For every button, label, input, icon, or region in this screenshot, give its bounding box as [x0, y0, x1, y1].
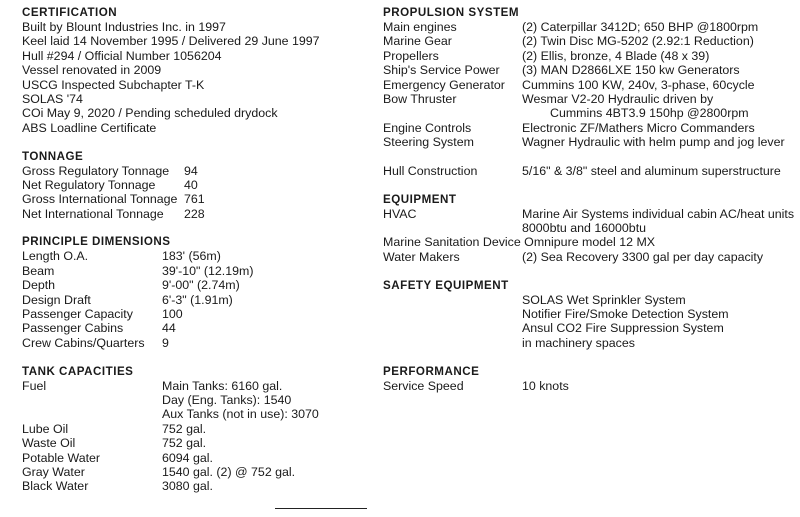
safety-line: in machinery spaces — [522, 335, 635, 350]
dimension-value: 39'-10" (12.19m) — [162, 263, 254, 278]
spacer — [383, 350, 793, 364]
propulsion-label: Engine Controls — [383, 120, 472, 135]
dimension-value: 183' (56m) — [162, 249, 221, 264]
tonnage-label: Gross Regulatory Tonnage — [22, 163, 170, 178]
dimension-row — [22, 278, 372, 292]
dimensions-table — [22, 249, 372, 350]
hull-row — [383, 164, 793, 178]
propulsion-label: Ship's Service Power — [383, 63, 500, 78]
hull-label: Hull Construction — [383, 163, 478, 178]
safety-line: SOLAS Wet Sprinkler System — [522, 292, 686, 307]
fuel-value: Main Tanks: 6160 gal. — [162, 378, 283, 393]
tanks-heading: TANK CAPACITIES — [22, 364, 134, 378]
tonnage-value: 761 — [184, 192, 205, 207]
tank-value: 752 gal. — [162, 436, 207, 451]
propulsion-label: Main engines — [383, 20, 457, 34]
hull-value: 5/16" & 3/8" steel and aluminum superstructure — [522, 163, 781, 178]
tank-label: Gray Water — [22, 464, 85, 479]
certification-line: SOLAS '74 — [22, 91, 83, 106]
tonnage-table — [22, 164, 372, 222]
tank-row — [22, 422, 372, 436]
spacer — [22, 350, 372, 364]
tank-value: 6094 gal. — [162, 450, 213, 465]
dimension-label: Passenger Cabins — [22, 321, 124, 336]
hvac-row — [383, 207, 793, 221]
propulsion-value: (3) MAN D2866LXE 150 kw Generators — [522, 63, 740, 78]
tonnage-label: Net International Tonnage — [22, 206, 164, 221]
tank-label: Potable Water — [22, 450, 101, 465]
tanks-table — [22, 379, 372, 494]
dimension-label: Crew Cabins/Quarters — [22, 335, 145, 350]
tonnage-label: Gross International Tonnage — [22, 192, 178, 207]
tank-value: 752 gal. — [162, 421, 207, 436]
propulsion-row — [383, 92, 793, 106]
right-column — [383, 6, 793, 393]
certification-line: Vessel renovated in 2009 — [22, 63, 162, 78]
dimension-value: 6'-3" (1.91m) — [162, 292, 233, 307]
certification-line: Keel laid 14 November 1995 / Delivered 29 June 1997 — [22, 34, 320, 49]
propulsion-row — [383, 63, 793, 77]
dimension-label: Beam — [22, 263, 55, 278]
certification-list — [22, 20, 372, 135]
propulsion-row — [383, 49, 793, 63]
propulsion-value: (2) Ellis, bronze, 4 Blade (48 x 39) — [522, 48, 710, 63]
equipment-heading: EQUIPMENT — [383, 192, 457, 206]
propulsion-value: Electronic ZF/Mathers Micro Commanders — [522, 120, 755, 135]
tonnage-row — [22, 178, 372, 192]
propulsion-row — [383, 121, 793, 135]
tonnage-row — [22, 192, 372, 206]
tonnage-value: 40 — [184, 177, 198, 192]
propulsion-label: Steering System — [383, 135, 474, 150]
water-makers-value: (2) Sea Recovery 3300 gal per day capacity — [522, 249, 764, 264]
performance-heading: PERFORMANCE — [383, 364, 480, 378]
service-speed-value: 10 knots — [522, 378, 569, 393]
dimensions-heading: PRINCIPLE DIMENSIONS — [22, 235, 171, 249]
tonnage-row — [22, 207, 372, 221]
tonnage-label: Net Regulatory Tonnage — [22, 177, 156, 192]
water-makers-row — [383, 250, 793, 264]
spacer — [383, 150, 793, 164]
propulsion-table — [383, 20, 793, 178]
tank-row — [22, 436, 372, 450]
dimension-row — [22, 307, 372, 321]
hvac-value-cont: 8000btu and 16000btu — [522, 221, 647, 236]
fuel-label: Fuel — [22, 378, 47, 393]
dimension-label: Design Draft — [22, 292, 91, 307]
propulsion-value: Cummins 100 KW, 240v, 3-phase, 60cycle — [522, 77, 755, 92]
footer-rule — [275, 508, 367, 509]
propulsion-value: (2) Caterpillar 3412D; 650 BHP @1800rpm — [522, 20, 759, 34]
certification-line: ABS Loadline Certificate — [22, 120, 157, 135]
fuel-value: Day (Eng. Tanks): 1540 — [162, 392, 292, 407]
spacer — [383, 264, 793, 278]
spacer — [22, 135, 372, 149]
dimension-value: 100 — [162, 307, 183, 322]
spacer — [22, 221, 372, 235]
hvac-value: Marine Air Systems individual cabin AC/heat units — [522, 206, 795, 221]
propulsion-row — [383, 34, 793, 48]
fuel-row — [22, 379, 372, 393]
certification-heading: CERTIFICATION — [22, 6, 118, 19]
water-makers-label: Water Makers — [383, 249, 460, 264]
hvac-label: HVAC — [383, 206, 417, 221]
propulsion-row — [383, 135, 793, 149]
performance-row — [383, 379, 793, 393]
fuel-value: Aux Tanks (not in use): 3070 — [162, 407, 319, 422]
spacer — [383, 178, 793, 192]
dimension-row — [22, 293, 372, 307]
dimension-value: 9 — [162, 335, 169, 350]
certification-line: USCG Inspected Subchapter T-K — [22, 77, 205, 92]
propulsion-label: Marine Gear — [383, 34, 452, 49]
certification-line: Built by Blount Industries Inc. in 1997 — [22, 20, 226, 34]
tank-row — [22, 479, 372, 493]
propulsion-heading: PROPULSION SYSTEM — [383, 6, 520, 19]
safety-line: Notifier Fire/Smoke Detection System — [522, 307, 729, 322]
dimension-value: 44 — [162, 321, 176, 336]
safety-line: Ansul CO2 Fire Suppression System — [522, 321, 724, 336]
dimension-row — [22, 249, 372, 263]
propulsion-row — [383, 20, 793, 34]
propulsion-value: (2) Twin Disc MG-5202 (2.92:1 Reduction) — [522, 34, 754, 49]
dimension-row — [22, 336, 372, 350]
bow-thruster-cont: Cummins 4BT3.9 150hp @2800rpm — [550, 106, 749, 121]
tank-row — [22, 451, 372, 465]
tank-label: Waste Oil — [22, 436, 76, 451]
dimension-row — [22, 264, 372, 278]
certification-line: COi May 9, 2020 / Pending scheduled drydock — [22, 106, 278, 121]
propulsion-value: Wagner Hydraulic with helm pump and jog lever — [522, 135, 785, 150]
safety-list — [383, 293, 793, 351]
equipment-table — [383, 207, 793, 265]
dimension-label: Depth — [22, 278, 56, 293]
tank-label: Black Water — [22, 479, 89, 494]
left-column — [22, 6, 372, 494]
propulsion-label: Bow Thruster — [383, 91, 457, 106]
propulsion-label: Propellers — [383, 48, 439, 63]
tank-value: 3080 gal. — [162, 479, 213, 494]
propulsion-row — [383, 78, 793, 92]
tank-value: 1540 gal. (2) @ 752 gal. — [162, 464, 296, 479]
sanitation-line: Marine Sanitation Device Omnipure model 12 MX — [383, 235, 656, 250]
tonnage-heading: TONNAGE — [22, 149, 84, 163]
dimension-label: Passenger Capacity — [22, 307, 133, 322]
certification-line: Hull #294 / Official Number 1056204 — [22, 48, 222, 63]
safety-heading: SAFETY EQUIPMENT — [383, 278, 509, 292]
dimension-value: 9'-00" (2.74m) — [162, 278, 240, 293]
tank-row — [22, 465, 372, 479]
propulsion-value: Wesmar V2-20 Hydraulic driven by — [522, 91, 714, 106]
service-speed-label: Service Speed — [383, 378, 464, 393]
tonnage-value: 94 — [184, 163, 198, 178]
dimension-label: Length O.A. — [22, 249, 89, 264]
tank-label: Lube Oil — [22, 421, 69, 436]
tonnage-row — [22, 164, 372, 178]
dimension-row — [22, 321, 372, 335]
tonnage-value: 228 — [184, 206, 205, 221]
propulsion-label: Emergency Generator — [383, 77, 505, 92]
